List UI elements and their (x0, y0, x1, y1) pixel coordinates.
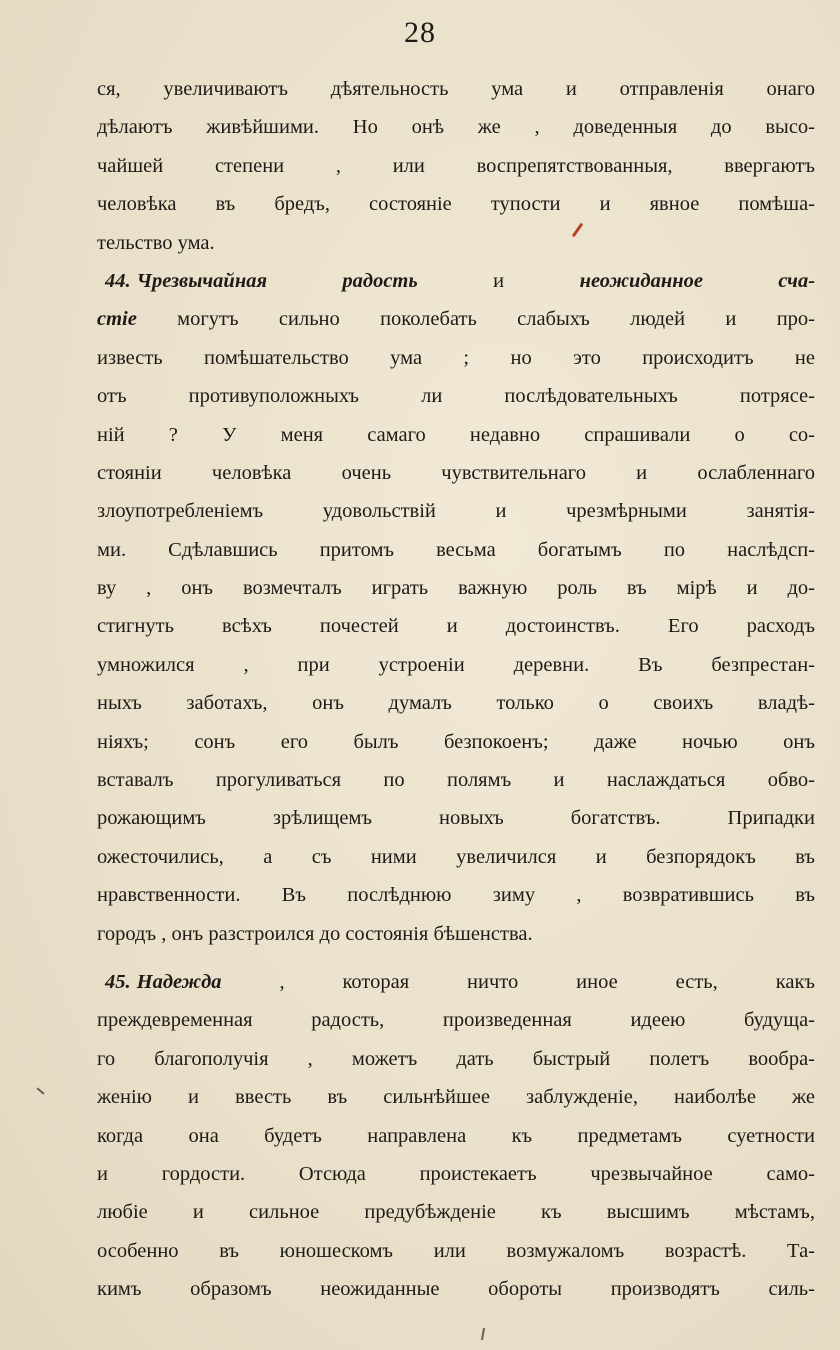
text-line: отъ противуположныхъ ли послѣдовательныхъ потрясе- (97, 385, 815, 408)
page-text (97, 70, 815, 1309)
text-line: дѣлаютъ живѣйшими. Но онѣ же , доведенныя до высо- (97, 116, 815, 139)
text-line: и гордости. Отсюда проистекаетъ чрезвычайное само- (97, 1162, 815, 1185)
page-number: 28 (404, 16, 436, 49)
emphasis-term: Чрезвычайная радость (136, 269, 418, 292)
section-number: 44. (105, 269, 131, 292)
text-line: злоупотребленіемъ удовольствій и чрезмѣрными занятія- (97, 500, 815, 523)
bottom-mark-icon (481, 1328, 485, 1340)
text-line: вставалъ прогуливаться по полямъ и наслаждаться обво- (97, 769, 815, 792)
text-line: тельство ума. (97, 231, 215, 254)
text-line: городъ , онъ разстроился до состоянія бѣшенства. (97, 922, 533, 945)
paragraph-44-heading-line (97, 262, 815, 300)
emphasis-term: неожиданное сча- (579, 269, 816, 292)
emphasis-term: стіе (97, 308, 137, 331)
text-line: ожесточились, а съ ними увеличился и безпорядокъ въ (97, 845, 815, 868)
text-line: стояніи человѣка очень чувствительнаго и ослабленнаго (97, 461, 815, 484)
text-line: ныхъ заботахъ, онъ думалъ только о своихъ владѣ- (97, 692, 815, 715)
text-line: ній ? У меня самаго недавно спрашивали о со- (97, 423, 815, 446)
text-line: женію и ввесть въ сильнѣйшее заблужденіе, наиболѣе же (97, 1086, 815, 1109)
text-line: го благополучія , можетъ дать быстрый полетъ вообра- (97, 1047, 815, 1070)
text-line (97, 300, 815, 338)
text-line: преждевременная радость, произведенная идеею будуща- (97, 1009, 815, 1032)
text-line: человѣка въ бредъ, состояніе тупости и явное помѣша- (97, 193, 815, 216)
text-line: кимъ образомъ неожиданные обороты производятъ силь- (97, 1278, 815, 1301)
text-line: особенно въ юношескомъ или возмужаломъ возрастѣ. Та- (97, 1239, 815, 1262)
emphasis-term: Надежда (136, 970, 222, 993)
text-line: любіе и сильное предубѣжденіе къ высшимъ мѣстамъ, (97, 1201, 815, 1224)
text-line: нравственности. Въ послѣднюю зиму , возвратившись въ (97, 884, 815, 907)
text-line: ми. Сдѣлавшись притомъ весьма богатымъ по наслѣдсп- (97, 538, 815, 561)
margin-mark-icon (36, 1087, 44, 1094)
text-line: рожающимъ зрѣлищемъ новыхъ богатствъ. Припадки (97, 807, 815, 830)
text-line: умножился , при устроеніи деревни. Въ безпрестан- (97, 653, 815, 676)
conjunction: и (493, 269, 505, 292)
text-run: могутъ сильно поколебать слабыхъ людей и про- (177, 308, 816, 331)
paragraph-45-heading-line (97, 963, 815, 1001)
text-line: ніяхъ; сонъ его былъ безпокоенъ; даже ночью онъ (97, 730, 815, 753)
section-number: 45. (105, 970, 131, 993)
text-line: известь помѣшательство ума ; но это происходитъ не (97, 346, 815, 369)
text-line: ву , онъ возмечталъ играть важную роль въ мірѣ и до- (97, 577, 815, 600)
text-line: чайшей степени , или воспрепятствованныя, ввергаютъ (97, 154, 815, 177)
text-line: когда она будетъ направлена къ предметамъ суетности (97, 1124, 815, 1147)
text-run: , которая ничто иное есть, какъ (279, 970, 816, 993)
text-line: ся, увеличиваютъ дѣятельность ума и отправленія онаго (97, 78, 815, 100)
text-line: стигнуть всѣхъ почестей и достоинствъ. Его расходъ (97, 615, 815, 638)
